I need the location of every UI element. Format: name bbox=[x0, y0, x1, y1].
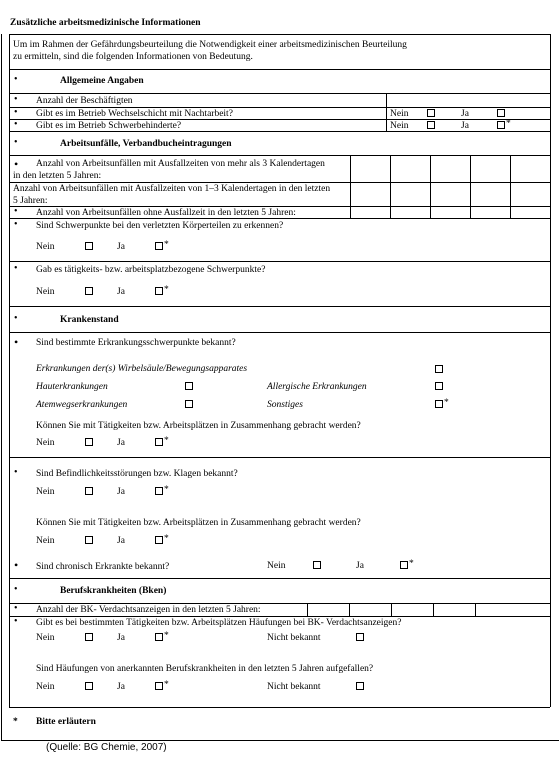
row-bullet: • bbox=[14, 219, 18, 230]
opt-nicht-bekannt-label: Nicht bekannt bbox=[267, 682, 321, 692]
zusammenhang1-nein-checkbox[interactable] bbox=[85, 438, 93, 446]
q-anerkannte-bk: Sind Häufungen von anerkannten Berufskrankheiten in den letzten 5 Jahren aufgefallen? bbox=[36, 664, 374, 674]
befindlichkeit-ja-checkbox[interactable] bbox=[155, 487, 163, 495]
row-bullet: • bbox=[14, 335, 19, 349]
star-mark: * bbox=[164, 436, 169, 446]
zusammenhang1-ja-checkbox[interactable] bbox=[155, 438, 163, 446]
star-mark: * bbox=[164, 534, 169, 544]
opt-ja-label: Ja bbox=[117, 287, 125, 297]
opt-ja-label: Ja bbox=[117, 487, 125, 497]
befindlichkeit-nein-checkbox[interactable] bbox=[85, 487, 93, 495]
erkr-atemweg-label: Atemwegserkrankungen bbox=[36, 400, 128, 410]
section4-bullet: • bbox=[14, 584, 18, 595]
star-mark: * bbox=[409, 559, 414, 569]
bk-haeufung-nicht-bekannt-checkbox[interactable] bbox=[356, 633, 364, 641]
erkr-wirbelsaeule-label: Erkrankungen der(s) Wirbelsäule/Bewegungsapparates bbox=[36, 364, 248, 374]
section1-heading: Allgemeine Angaben bbox=[60, 76, 144, 86]
allergie-checkbox[interactable] bbox=[435, 382, 443, 390]
taetigkeit-nein-checkbox[interactable] bbox=[85, 287, 93, 295]
schwerbehinderte-nein-checkbox[interactable] bbox=[427, 121, 435, 129]
row-bullet: • bbox=[14, 206, 18, 217]
q-wechselschicht: Gibt es im Betrieb Wechselschicht mit Nachtarbeit? bbox=[36, 109, 233, 119]
q-anzahl-beschaeftigte: Anzahl der Beschäftigten bbox=[36, 96, 133, 106]
opt-ja-label: Ja bbox=[461, 109, 469, 119]
section4-heading: Berufskrankheiten (Bken) bbox=[60, 586, 167, 596]
q-befindlichkeitsstoerungen: Sind Befindlichkeitsstörungen bzw. Klagen bekannt? bbox=[36, 469, 238, 479]
chronisch-ja-checkbox[interactable] bbox=[400, 561, 408, 569]
opt-nein-label: Nein bbox=[36, 536, 55, 546]
row-bullet: • bbox=[14, 603, 18, 614]
form-title: Zusätzliche arbeitsmedizinische Informationen bbox=[10, 18, 201, 28]
atemweg-checkbox[interactable] bbox=[185, 400, 193, 408]
section1-bullet: • bbox=[14, 74, 18, 85]
erkr-haut-label: Hauterkrankungen bbox=[36, 382, 108, 392]
q-zusammenhang-1: Können Sie mit Tätigkeiten bzw. Arbeitsplätzen in Zusammenhang gebracht werden? bbox=[36, 421, 361, 431]
q-unfaelle-mehr-3-tage-a: Anzahl von Arbeitsunfällen mit Ausfallzeiten von mehr als 3 Kalendertagen bbox=[36, 159, 325, 169]
opt-ja-label: Ja bbox=[117, 438, 125, 448]
opt-nein-label: Nein bbox=[36, 682, 55, 692]
opt-nein-label: Nein bbox=[36, 242, 55, 252]
opt-nein-label: Nein bbox=[36, 487, 55, 497]
opt-ja-label: Ja bbox=[117, 682, 125, 692]
star-mark: * bbox=[164, 485, 169, 495]
section2-heading: Arbeitsunfälle, Verbandbucheintragungen bbox=[60, 139, 232, 149]
opt-ja-label: Ja bbox=[356, 561, 364, 571]
q-unfaelle-ohne-ausfall: Anzahl von Arbeitsunfällen ohne Ausfallzeit in den letzten 5 Jahren: bbox=[36, 208, 296, 218]
sonstiges-checkbox[interactable] bbox=[435, 400, 443, 408]
row-bullet: • bbox=[14, 119, 18, 130]
bk-haeufung-ja-checkbox[interactable] bbox=[155, 633, 163, 641]
section3-heading: Krankenstand bbox=[60, 315, 119, 325]
row-bullet: • bbox=[14, 157, 19, 171]
haut-checkbox[interactable] bbox=[185, 382, 193, 390]
opt-ja-label: Ja bbox=[117, 633, 125, 643]
q-schwerbehinderte: Gibt es im Betrieb Schwerbehinderte? bbox=[36, 121, 182, 131]
q-unfaelle-1-3-tage-a: Anzahl von Arbeitsunfällen mit Ausfallzeiten von 1–3 Kalendertagen in den letzten bbox=[13, 184, 331, 194]
footnote-star: * bbox=[13, 717, 18, 727]
bk-haeufung-nein-checkbox[interactable] bbox=[85, 633, 93, 641]
section3-bullet: • bbox=[14, 313, 18, 324]
row-bullet: • bbox=[14, 616, 18, 627]
anerkannt-ja-checkbox[interactable] bbox=[155, 682, 163, 690]
erkr-allergie-label: Allergische Erkrankungen bbox=[267, 382, 367, 392]
star-mark: * bbox=[506, 119, 511, 129]
row-bullet: • bbox=[14, 263, 18, 274]
q-koerperteile: Sind Schwerpunkte bei den verletzten Körperteilen zu erkennen? bbox=[36, 221, 284, 231]
star-mark: * bbox=[164, 240, 169, 250]
wechselschicht-ja-checkbox[interactable] bbox=[497, 109, 505, 117]
q-erkrankungsschwerpunkte: Sind bestimmte Erkrankungsschwerpunkte bekannt? bbox=[36, 338, 236, 348]
section2-bullet: • bbox=[14, 137, 18, 148]
q-unfaelle-mehr-3-tage-b: in den letzten 5 Jahren: bbox=[13, 171, 102, 181]
opt-nein-label: Nein bbox=[390, 109, 409, 119]
koerperteile-nein-checkbox[interactable] bbox=[85, 242, 93, 250]
footnote-text: Bitte erläutern bbox=[36, 717, 96, 727]
taetigkeit-ja-checkbox[interactable] bbox=[155, 287, 163, 295]
star-mark: * bbox=[164, 285, 169, 295]
source-citation: (Quelle: BG Chemie, 2007) bbox=[46, 742, 167, 753]
opt-ja-label: Ja bbox=[117, 536, 125, 546]
row-bullet: • bbox=[14, 558, 19, 572]
anerkannt-nein-checkbox[interactable] bbox=[85, 682, 93, 690]
q-bk-haeufungen: Gibt es bei bestimmten Tätigkeiten bzw. Arbeitsplätzen Häufungen bei BK- Verdachtsanzeigen? bbox=[36, 618, 402, 628]
q-zusammenhang-2: Können Sie mit Tätigkeiten bzw. Arbeitsplätzen in Zusammenhang gebracht werden? bbox=[36, 518, 361, 528]
opt-ja-label: Ja bbox=[117, 242, 125, 252]
zusammenhang2-ja-checkbox[interactable] bbox=[155, 536, 163, 544]
row-bullet: • bbox=[14, 94, 18, 105]
q-chronisch-erkrankte: Sind chronisch Erkrankte bekannt? bbox=[36, 562, 170, 572]
chronisch-nein-checkbox[interactable] bbox=[313, 561, 321, 569]
opt-nein-label: Nein bbox=[390, 121, 409, 131]
opt-nein-label: Nein bbox=[36, 438, 55, 448]
star-mark: * bbox=[164, 680, 169, 690]
star-mark: * bbox=[164, 631, 169, 641]
opt-nicht-bekannt-label: Nicht bekannt bbox=[267, 633, 321, 643]
erkr-sonstiges-label: Sonstiges bbox=[267, 400, 303, 410]
koerperteile-ja-checkbox[interactable] bbox=[155, 242, 163, 250]
q-bk-verdachtsanzeigen: Anzahl der BK- Verdachtsanzeigen in den letzten 5 Jahren: bbox=[36, 605, 261, 615]
zusammenhang2-nein-checkbox[interactable] bbox=[85, 536, 93, 544]
intro-line-1: Um im Rahmen der Gefährdungsbeurteilung die Notwendigkeit einer arbeitsmedizinischen Beurteilung bbox=[13, 40, 407, 50]
star-mark: * bbox=[444, 398, 449, 408]
opt-ja-label: Ja bbox=[461, 121, 469, 131]
schwerbehinderte-ja-checkbox[interactable] bbox=[497, 121, 505, 129]
anerkannt-nicht-bekannt-checkbox[interactable] bbox=[356, 682, 364, 690]
intro-line-2: zu ermitteln, sind die folgenden Informationen von Bedeutung. bbox=[13, 52, 253, 62]
row-bullet: • bbox=[14, 107, 18, 118]
opt-nein-label: Nein bbox=[267, 561, 286, 571]
wechselschicht-nein-checkbox[interactable] bbox=[427, 109, 435, 117]
opt-nein-label: Nein bbox=[36, 633, 55, 643]
row-bullet: • bbox=[14, 467, 18, 478]
wirbelsaeule-checkbox[interactable] bbox=[435, 365, 443, 373]
q-taetigkeits-schwerpunkte: Gab es tätigkeits- bzw. arbeitsplatzbezogene Schwerpunkte? bbox=[36, 265, 266, 275]
q-unfaelle-1-3-tage-b: 5 Jahren: bbox=[13, 196, 48, 206]
opt-nein-label: Nein bbox=[36, 287, 55, 297]
